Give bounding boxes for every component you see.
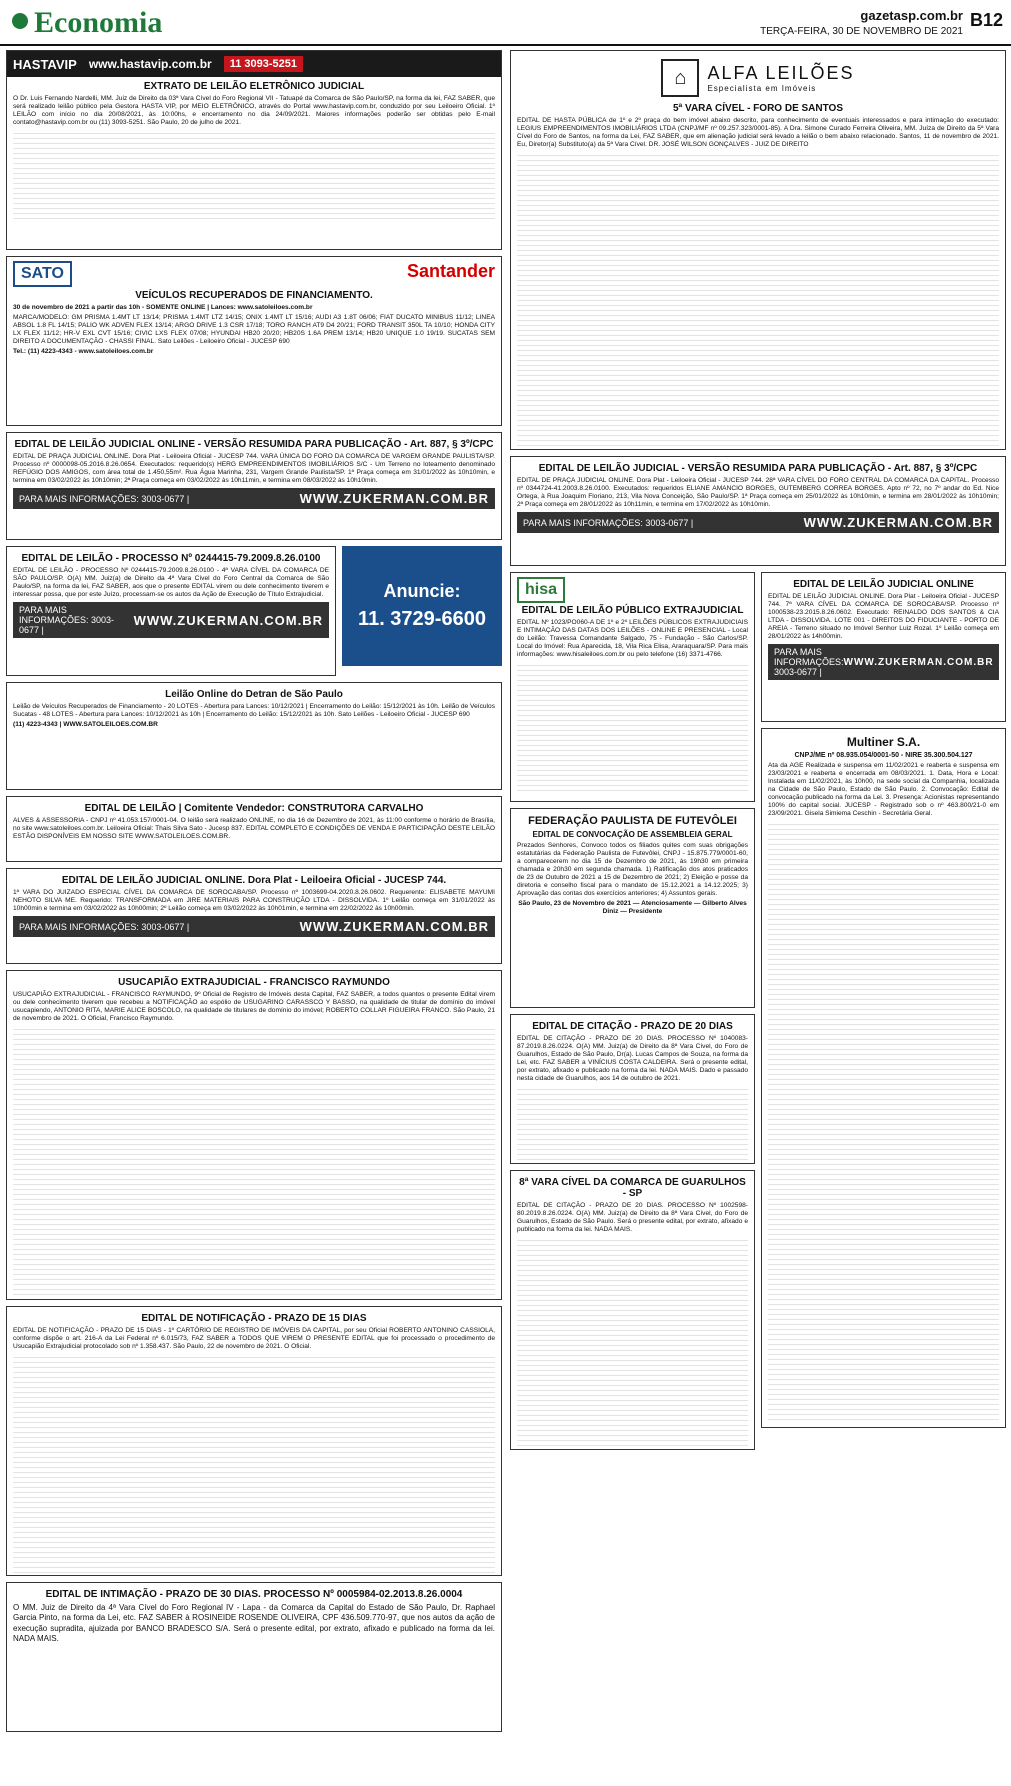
multiner-ad	[761, 728, 1006, 1428]
oitava-vara-text-block	[517, 1236, 748, 1450]
page-number: B12	[969, 10, 1003, 30]
page-header	[0, 0, 1011, 46]
oitava-vara-body: EDITAL DE CITAÇÃO - PRAZO DE 20 DIAS. PROCESSO Nº 1002598-80.2019.8.26.0224. O(A) MM. Juiz(a) de Direito da 8ª Vara Cível, do Foro de Guarulhos, Estado de São Paulo. Será o presente edital, por extrato, afixado e publicado na forma da lei. NADA MAIS.	[517, 1202, 748, 1234]
intimacao-title: EDITAL DE INTIMAÇÃO - PRAZO DE 30 DIAS. PROCESSO Nº 0005984-02.2013.8.26.0004	[45, 1589, 463, 1600]
zukerman-praca-bar-label: PARA MAIS INFORMAÇÕES: 3003-0677 |	[19, 493, 190, 504]
federacao-subtitle: EDITAL DE CONVOCAÇÃO DE ASSEMBLEIA GERAL	[532, 830, 733, 839]
citacao-title: EDITAL DE CITAÇÃO - PRAZO DE 20 DIAS	[532, 1021, 733, 1032]
multiner-subtitle: CNPJ/ME nº 08.935.054/0001-50 - NIRE 35.300.504.127	[794, 752, 973, 759]
alfa-house-icon: ⌂	[661, 59, 699, 97]
zukerman-praca-bar	[13, 488, 495, 509]
detran-title: Leilão Online do Detran de São Paulo	[165, 689, 343, 700]
zukerman-praca-right-ad	[510, 456, 1006, 566]
hastavip-title: EXTRATO DE LEILÃO ELETRÔNICO JUDICIAL	[143, 81, 365, 92]
zukerman-praca-bar-site[interactable]: WWW.ZUKERMAN.COM.BR	[299, 491, 489, 507]
zukerman-hsbc-body: 1ª VARA DO JUIZADO ESPECIAL CÍVEL DA COMARCA DE SOROCABA/SP. Processo nº 1003699-04.2020.8.26.0602. Requerente: ELISABETE MAYUMI NEHOTO SILVA ME. Requerido: TRANSFORMADA em JIRE MATERIAIS PARA CONSTRUÇÃO LTDA - DISSOLVIDA. 1º Leilão começa em 31/01/2022 às 10h00min e termina em 03/02/2022 às 10h00min; 2º Leilão começa em 03/02/2022 às 10h01min, e termina em 22/02/2022 às 10h00min.	[13, 889, 495, 913]
notificacao-title: EDITAL DE NOTIFICAÇÃO - PRAZO DE 15 DIAS	[141, 1313, 367, 1324]
zukerman-small-body: EDITAL DE LEILÃO - PROCESSO Nº 0244415-79.2009.8.26.0100 - 4ª VARA CÍVEL DA COMARCA DE SÃO PAULO/SP. O(A) MM. Juiz(a) de Direito da 4ª Vara Cível do Foro Central da Comarca de São Paulo/SP, na forma da lei, FAZ SABER, aos que o presente EDITAL virem ou dele conhecimento tiverem e interessar possa, que por este Juízo, processam-se os autos da Ação de Execução de Título Extrajudicial.	[13, 567, 329, 599]
right-subcol-b	[761, 572, 1006, 1456]
hisa-logo: hisa	[517, 577, 565, 603]
usucapiao-body: USUCAPIÃO EXTRAJUDICIAL - FRANCISCO RAYMUNDO, 9º Oficial de Registro de Imóveis desta Capital, FAZ SABER, a todos quantos o presente Edital virem ou dele conhecimento tiverem que recebeu a NOTIFICAÇÃO ao espólio de USUGARINO CARASSCO Y BASSO, na qualidade de titular de domínio do imóvel usucapiendo, ANTONIO RITA, MARIE ALICE BOSCOLO, na qualidade de titulares de domínio do imóvel; ROBERTO COLLAR FIGUEIRA FRANCO. São Paulo, 21 de novembro de 2021. O Oficial, Francisco Raymundo.	[13, 991, 495, 1023]
sorocaba-ad	[761, 572, 1006, 722]
right-subcol-a	[510, 572, 755, 1456]
section-label: Economia	[34, 6, 163, 39]
oitava-vara-ad	[510, 1170, 755, 1450]
site-name: gazetasp.com.br	[860, 8, 963, 23]
usucapiao-title: USUCAPIÃO EXTRAJUDICIAL - FRANCISCO RAYMUNDO	[118, 977, 390, 988]
federacao-title: FEDERAÇÃO PAULISTA DE FUTEVÔLEI	[528, 815, 737, 827]
zukerman-hsbc-bar-label: PARA MAIS INFORMAÇÕES: 3003-0677 |	[19, 921, 190, 932]
notificacao-ad	[6, 1306, 502, 1576]
alfa-body: EDITAL DE HASTA PÚBLICA de 1º e 2º praça do bem imóvel abaixo descrito, para conhecimento de eventuais interessados e para intimação do executado: LEGIUS EMPREENDIMENTOS IMOBILIÁRIOS LTDA (CNPJ/MF nº 09.257.323/0001-85). A Dra. Simone Curado Ferreira Oliveira, MM. Juíza de Direito da 5ª Vara Cível do Foro de Santos, na forma da Lei, FAZ SABER, que em alienação judicial será levado a leilão o bem abaixo relacionado. Santos, 11 de novembro de 2021. Eu, Diretor(a) Substituto(a) da 5ª Vara Cível. DR. JOSÉ WILSON GONÇALVES - JUIZ DE DIREITO	[517, 117, 999, 149]
zukerman-hsbc-ad	[6, 868, 502, 964]
hisa-text-block	[517, 661, 748, 791]
intimacao-ad	[6, 1582, 502, 1732]
hastavip-banner	[7, 51, 501, 77]
sato-veiculos-body: MARCA/MODELO: GM PRISMA 1.4MT LT 13/14; PRISMA 1.4MT LTZ 14/15; ONIX 1.4MT LT 15/16; AUDI A3 1.8T 06/06; FIAT DUCATO MINIBUS 11/12; LINEA ABSOL 1.8 FL 14/15; PALIO WK ADVEN FLEX 13/14; ARGO DRIVE 1.3 CSR 17/18; TORO RANCH AT9 D4 20/21; FORD TRANSIT 350L TA 10/10; HONDA CITY LX FLEX 11/12; HR-V EXL CVT 15/16; CIVIC LXS FLEX 07/08; HYUNDAI HB20 20/20; HB20S 1.6A PREM 13/14; HB20 UNIQUE 1.0 19/19. SUCATAS SEM DIREITO A DOCUMENTAÇÃO - CHASSI FINAL. Sato Leilões - Leiloeiro Oficial - JUCESP 690	[13, 314, 495, 346]
hastavip-logo: HASTAVIP	[13, 56, 77, 72]
right-column	[510, 50, 1006, 1780]
zukerman-hsbc-bar	[13, 916, 495, 937]
hisa-ad	[510, 572, 755, 802]
citacao-text-block	[517, 1085, 748, 1164]
zukerman-praca-right-bar-label: PARA MAIS INFORMAÇÕES: 3003-0677 |	[523, 517, 694, 528]
sato-veiculos-logos	[13, 261, 495, 287]
alfa-leiloes-ad	[510, 50, 1006, 450]
hastavip-text-block	[13, 129, 495, 219]
zukerman-anuncie-row	[6, 546, 502, 676]
sato-construtora-ad	[6, 796, 502, 862]
multiner-text-block	[768, 820, 999, 1420]
sorocaba-bar	[768, 644, 999, 680]
alfa-text-block	[517, 151, 999, 450]
zukerman-praca-right-body: EDITAL DE PRAÇA JUDICIAL ONLINE. Dora Plat - Leiloeira Oficial - JUCESP 744. 28ª VARA CÍVEL DO FORO CENTRAL DA COMARCA DA CAPITAL. Processo nº 0344724-41.2003.8.26.0100. Executados: requeridos ELIANE AMANCIO BORGES, GUTEMBERG CORREA BORGES. Apto nº 72, no 7º andar do Ed. Nice Ortega, à Rua Joaquim Floriano, 213, Vila Nova Conceição, São Paulo/SP. 1ª Praça começa em 25/01/2022 às 10h10min, e termina em 28/01/2022 às 10h10min; 2ª Praça começa em 28/01/2022 às 10h11min, e termina em 17/02/2022 às 10h10min.	[517, 477, 999, 509]
zukerman-hsbc-bar-site[interactable]: WWW.ZUKERMAN.COM.BR	[299, 919, 489, 935]
anuncie-title: Anuncie:	[383, 581, 461, 601]
notificacao-body: EDITAL DE NOTIFICAÇÃO - PRAZO DE 15 DIAS - 1º CARTÓRIO DE REGISTRO DE IMÓVEIS DA CAPITAL, por seu Oficial ROBERTO ANTONINO CASSIOLA, conforme dispõe o art. 216-A da Lei Federal nº 6.015/73, FAZ SABER a TODOS QUE VIREM O PRESENTE EDITAL que foi processado o procedimento de Usucapião Extrajudicial protocolado sob nº 1.358.437. São Paulo, 22 de novembro de 2021. O Oficial.	[13, 1327, 495, 1351]
notificacao-text-block	[13, 1353, 495, 1573]
zukerman-praca-right-bar-site[interactable]: WWW.ZUKERMAN.COM.BR	[803, 515, 993, 531]
alfa-logo-text	[707, 63, 854, 93]
zukerman-small-bar-site[interactable]: WWW.ZUKERMAN.COM.BR	[133, 612, 323, 628]
section-title	[12, 6, 162, 40]
alfa-name: ALFA LEILÕES	[707, 63, 855, 83]
sato-veiculos-footer: Tel.: (11) 4223-4343 - www.satoleiloes.com.br	[13, 348, 154, 356]
sato-veiculos-ad	[6, 256, 502, 426]
usucapiao-ad	[6, 970, 502, 1300]
right-split-row	[510, 572, 1006, 1456]
sato-veiculos-subtitle: 30 de novembro de 2021 a partir das 10h - SOMENTE ONLINE | Lances: www.satoleiloes.com.br	[13, 304, 313, 311]
hastavip-phone: 11 3093-5251	[224, 56, 303, 72]
sato-veiculos-title: VEÍCULOS RECUPERADOS DE FINANCIAMENTO.	[135, 290, 373, 301]
hisa-title: EDITAL DE LEILÃO PÚBLICO EXTRAJUDICIAL	[521, 605, 744, 616]
detran-ad	[6, 682, 502, 790]
zukerman-praca-body: EDITAL DE PRAÇA JUDICIAL ONLINE. Dora Plat - Leiloeira Oficial - JUCESP 744. VARA ÚNICA DO FORO DA COMARCA DE VARGEM GRANDE PAULISTA/SP. Processo nº 0000098-05.2016.8.26.0654. Executados: requerido(s) HERG EMPREENDIMENTOS IMOBILIÁRIOS S/C - Um Terreno no loteamento denominado REFÚGIO DOS AMIGOS, com área total de 1.450,55m². Rua Água Marinha, 231, Vargem Grande Paulista/SP. 1ª Praça começa em 31/01/2022 às 10h10min, e termina em 03/02/2022 às 10h10min; 2ª Praça começa em 03/02/2022 às 10h11min, e termina em 08/03/2022 às 10h10min.	[13, 453, 495, 485]
federacao-signature: São Paulo, 23 de Novembro de 2021 — Atenciosamente — Gilberto Alves Diniz — Presidente	[518, 900, 747, 916]
sato-construtora-title: EDITAL DE LEILÃO | Comitente Vendedor: CONSTRUTORA CARVALHO	[84, 803, 424, 814]
anuncie-ad	[342, 546, 502, 666]
hisa-body: EDITAL Nº 1023/PO060-A DE 1º e 2º LEILÕES PÚBLICOS EXTRAJUDICIAIS E INTIMAÇÃO DAS DATAS DOS LEILÕES - ONLINE E PRESENCIAL - Local do Leilão: Travessa Comandante Salgado, 75 - Fundação - São Carlos/SP. Local do Imóvel: Rua Aparecida, 18, Vila Rica Elisa, Araraquara/SP. Para mais informações: www.hisaleiloes.com.br ou pelo telefone (16) 3371-4766.	[517, 619, 748, 659]
alfa-logo	[517, 55, 999, 101]
alfa-tagline: Especialista em Imóveis	[707, 84, 817, 93]
federacao-ad	[510, 808, 755, 1008]
usucapiao-text-block	[13, 1025, 495, 1300]
zukerman-praca-ad	[6, 432, 502, 540]
left-column	[6, 50, 502, 1780]
zukerman-praca-title: EDITAL DE LEILÃO JUDICIAL ONLINE - VERSÃO RESUMIDA PARA PUBLICAÇÃO - Art. 887, § 3º/CPC	[14, 439, 494, 450]
sorocaba-title: EDITAL DE LEILÃO JUDICIAL ONLINE	[793, 579, 974, 590]
citacao-body: EDITAL DE CITAÇÃO - PRAZO DE 20 DIAS. PROCESSO Nº 1040083-87.2019.8.26.0224. O(A) MM. Juiz(a) de Direito da 8ª Vara Cível, do Foro de Guarulhos, Estado de São Paulo, Dr(a). Lucas Campos de Souza, na forma da Lei, etc. FAZ SABER a VINÍCIUS COSTA CALDEIRA. Será o presente edital, por extrato, afixado e publicado na forma da lei. NADA MAIS. Dado e passado nesta cidade de Guarulhos, aos 14 de outubro de 2021.	[517, 1035, 748, 1083]
sato-logo: SATO	[13, 261, 72, 287]
sato-construtora-body: ALVES & ASSESSORIA - CNPJ nº 41.053.157/0001-04. O leilão será realizado ONLINE, no dia 16 de Dezembro de 2021, às 11:00 conforme o horário de Brasília, no site www.satoleiloes.com.br. Leiloeira Oficial: Thais Silva Sato - Jucesp 837. EDITAL COMPLETO E CONDIÇÕES DE VENDA E PARTICIPAÇÃO DESTE LEILÃO ESTÃO DISPONÍVEIS EM NOSSO SITE WWW.SATOLEILOES.COM.BR.	[13, 817, 496, 841]
citacao-ad	[510, 1014, 755, 1164]
oitava-vara-title: 8ª VARA CÍVEL DA COMARCA DE GUARULHOS - SP	[519, 1177, 746, 1199]
zukerman-hsbc-title: EDITAL DE LEILÃO JUDICIAL ONLINE. Dora Plat - Leiloeira Oficial - JUCESP 744.	[61, 875, 447, 886]
zukerman-small-title: EDITAL DE LEILÃO - PROCESSO Nº 0244415-79.2009.8.26.0100	[21, 553, 321, 564]
multiner-body: Ata da AGE Realizada e suspensa em 11/02/2021 e reaberta e suspensa em 23/03/2021 e reaberta e encerrada em 08/03/2021. 1. Data, Hora e Local: Instalada em 11/02/2021, às 10h00, na sede social da Companhia, localizada na Cidade de São Paulo, Estado de São Paulo. 2. Convocação: Edital de convocação publicado na forma da Lei. 3. Presença: Acionistas representando 100% do capital social. JUCESP - Registrado sob o nº 463.800/21-0 em 23/09/2021. Gisela Simiema Ceschin - Secretária Geral.	[768, 762, 999, 818]
hastavip-body: O Dr. Luis Fernando Nardelli, MM. Juiz de Direito da 03ª Vara Cível do Foro Regional VII - Tatuapé da Comarca de São Paulo/SP, na forma da lei, FAZ SABER, que será realizado leilão público pela Gestora HASTA VIP, por MEIO ELETRÔNICO, através do Portal www.hastavip.com.br, conduzido por seu Leiloeiro Oficial. 1º LEILÃO com início no dia 20/08/2021, às 10:00hs, e encerramento no dia 24/09/2021. Maiores informações poderão ser obtidas pelo E-mail contato@hastavip.com.br ou (11) 3093-5251. São Paulo, 20 de julho de 2021.	[13, 95, 495, 127]
zukerman-praca-right-title: EDITAL DE LEILÃO JUDICIAL - VERSÃO RESUMIDA PARA PUBLICAÇÃO - Art. 887, § 3º/CPC	[538, 463, 978, 474]
hastavip-ad	[6, 50, 502, 250]
intimacao-body: O MM. Juiz de Direito da 4ª Vara Cível do Foro Regional IV - Lapa - da Comarca da Capital do Estado de São Paulo, Dr. Raphael Garcia Pinto, na forma da Lei, etc. FAZ SABER à ROSINEIDE ROSENDE OLIVEIRA, CPF 436.509.770-97, que nos autos da ação de execução supradita, ajuizada por BANCO BRADESCO S/A. Será o presente edital, por extrato, afixado e publicado na forma da lei. NADA MAIS.	[13, 1603, 495, 1644]
sorocaba-body: EDITAL DE LEILÃO JUDICIAL ONLINE. Dora Plat - Leiloeira Oficial - JUCESP 744. 7ª VARA CÍVEL DA COMARCA DE SOROCABA/SP. Processo nº 1000538-23.2015.8.26.0602. Executado: REINALDO DOS SANTOS & CIA LTDA - DISSOLVIDA. LOTE 001 - DIREITOS DO FIDUCIANTE - PORTO DE AREIA - Terreno situado no Imóvel Senhor Luiz Rozal. 1º Leilão começa em 28/01/2022 às 14h00min.	[768, 593, 999, 641]
section-dot-icon	[12, 13, 28, 29]
detran-body: Leilão de Veículos Recuperados de Financiamento - 20 LOTES - Abertura para Lances: 10/12/2021 | Encerramento do Leilão: 15/12/2021 às 10h. Leilão de Veículos Sucatas - 48 LOTES - Abertura para Lances: 10/12/2021 às 10h | Encerramento do Leilão: 15/12/2021 às 10h. Sato Leilões - Leiloeiro Oficial - JUCESP 690	[13, 703, 495, 719]
alfa-title: 5ª VARA CÍVEL - FORO DE SANTOS	[672, 103, 844, 114]
federacao-body: Prezados Senhores, Convoco todos os filiados quites com suas obrigações estatutárias da Federação Paulista de Futevôlei, CNPJ - 15.875.779/0001-60, a comparecerem no dia 15 de Dezembro de 2021, às 19h30 em primeira chamada e 20h30 em segunda chamada. 1) Ratificação dos atos praticados de 23 de Outubro de 2021 a 15 de Dezembro de 2021; 2) Eleição e posse da diretoria e conselho fiscal para o mandato de 15.12.2021 a 14.12.2025; 3) Aprovação das contas dos exercícios anteriores; 4) Assuntos gerais.	[517, 842, 748, 898]
zukerman-small-bar-label: PARA MAIS INFORMAÇÕES: 3003-0677 |	[19, 605, 115, 636]
sorocaba-bar-site[interactable]: WWW.ZUKERMAN.COM.BR	[843, 656, 994, 668]
zukerman-small-ad	[6, 546, 336, 676]
santander-logo: Santander	[406, 261, 495, 281]
anuncie-phone: 11. 3729-6600	[358, 608, 486, 630]
zukerman-praca-right-bar	[517, 512, 999, 533]
zukerman-small-bar	[13, 602, 329, 638]
sorocaba-bar-label: PARA MAIS INFORMAÇÕES: 3003-0677 |	[774, 647, 844, 678]
issue-date: TERÇA-FEIRA, 30 DE NOVEMBRO DE 2021	[760, 26, 963, 37]
multiner-title: Multiner S.A.	[846, 735, 921, 749]
detran-footer: (11) 4223-4343 | WWW.SATOLEILOES.COM.BR	[13, 721, 158, 729]
hastavip-url[interactable]: www.hastavip.com.br	[88, 57, 212, 71]
